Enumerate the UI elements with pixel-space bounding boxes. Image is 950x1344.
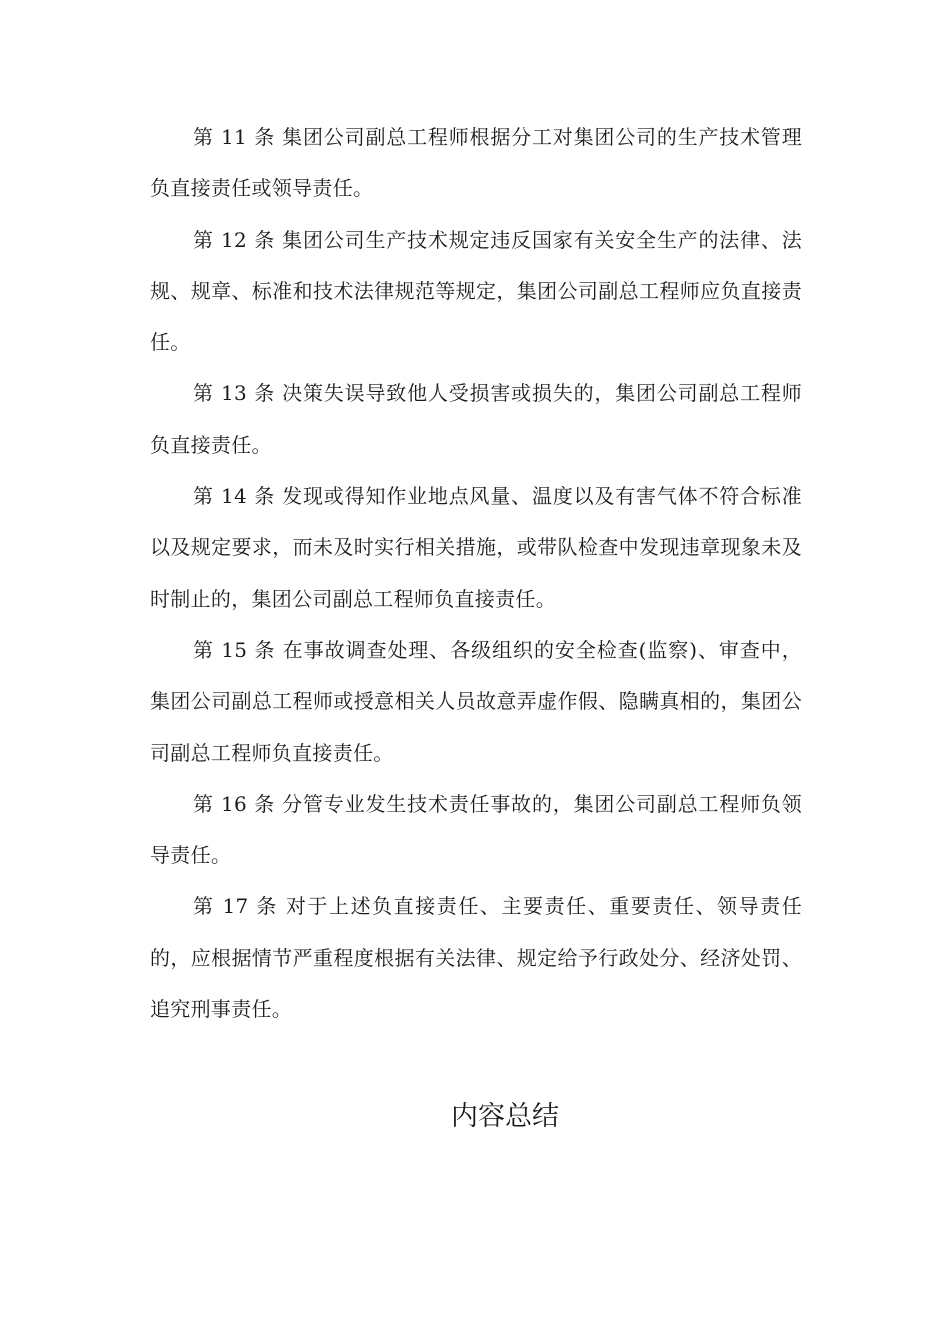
document-body (150, 112, 802, 1035)
article-14: 第 14 条 发现或得知作业地点风量、温度以及有害气体不符合标准以及规定要求，而未及时实行相关措施，或带队检查中发现违章现象未及时制止的，集团公司副总工程师负直接责任。 (150, 484, 802, 611)
section-title: 内容总结 (451, 1101, 559, 1132)
article-15: 第 15 条 在事故调查处理、各级组织的安全检查(监察)、审查中，集团公司副总工程师或授意相关人员故意弄虚作假、隐瞒真相的，集团公司副总工程师负直接责任。 (150, 637, 802, 765)
article-17: 第 17 条 对于上述负直接责任、主要责任、重要责任、领导责任的，应根据情节严重程度根据有关法律、规定给予行政处分、经济处罚、追究刑事责任。 (150, 894, 802, 1022)
article-13: 第 13 条 决策失误导致他人受损害或损失的，集团公司副总工程师负直接责任。 (150, 381, 802, 457)
article-12: 第 12 条 集团公司生产技术规定违反国家有关安全生产的法律、法规、规章、标准和技术法律规范等规定，集团公司副总工程师应负直接责任。 (150, 227, 802, 355)
article-11: 第 11 条 集团公司副总工程师根据分工对集团公司的生产技术管理负直接责任或领导责任。 (150, 125, 802, 201)
article-16: 第 16 条 分管专业发生技术责任事故的，集团公司副总工程师负领导责任。 (150, 791, 802, 868)
